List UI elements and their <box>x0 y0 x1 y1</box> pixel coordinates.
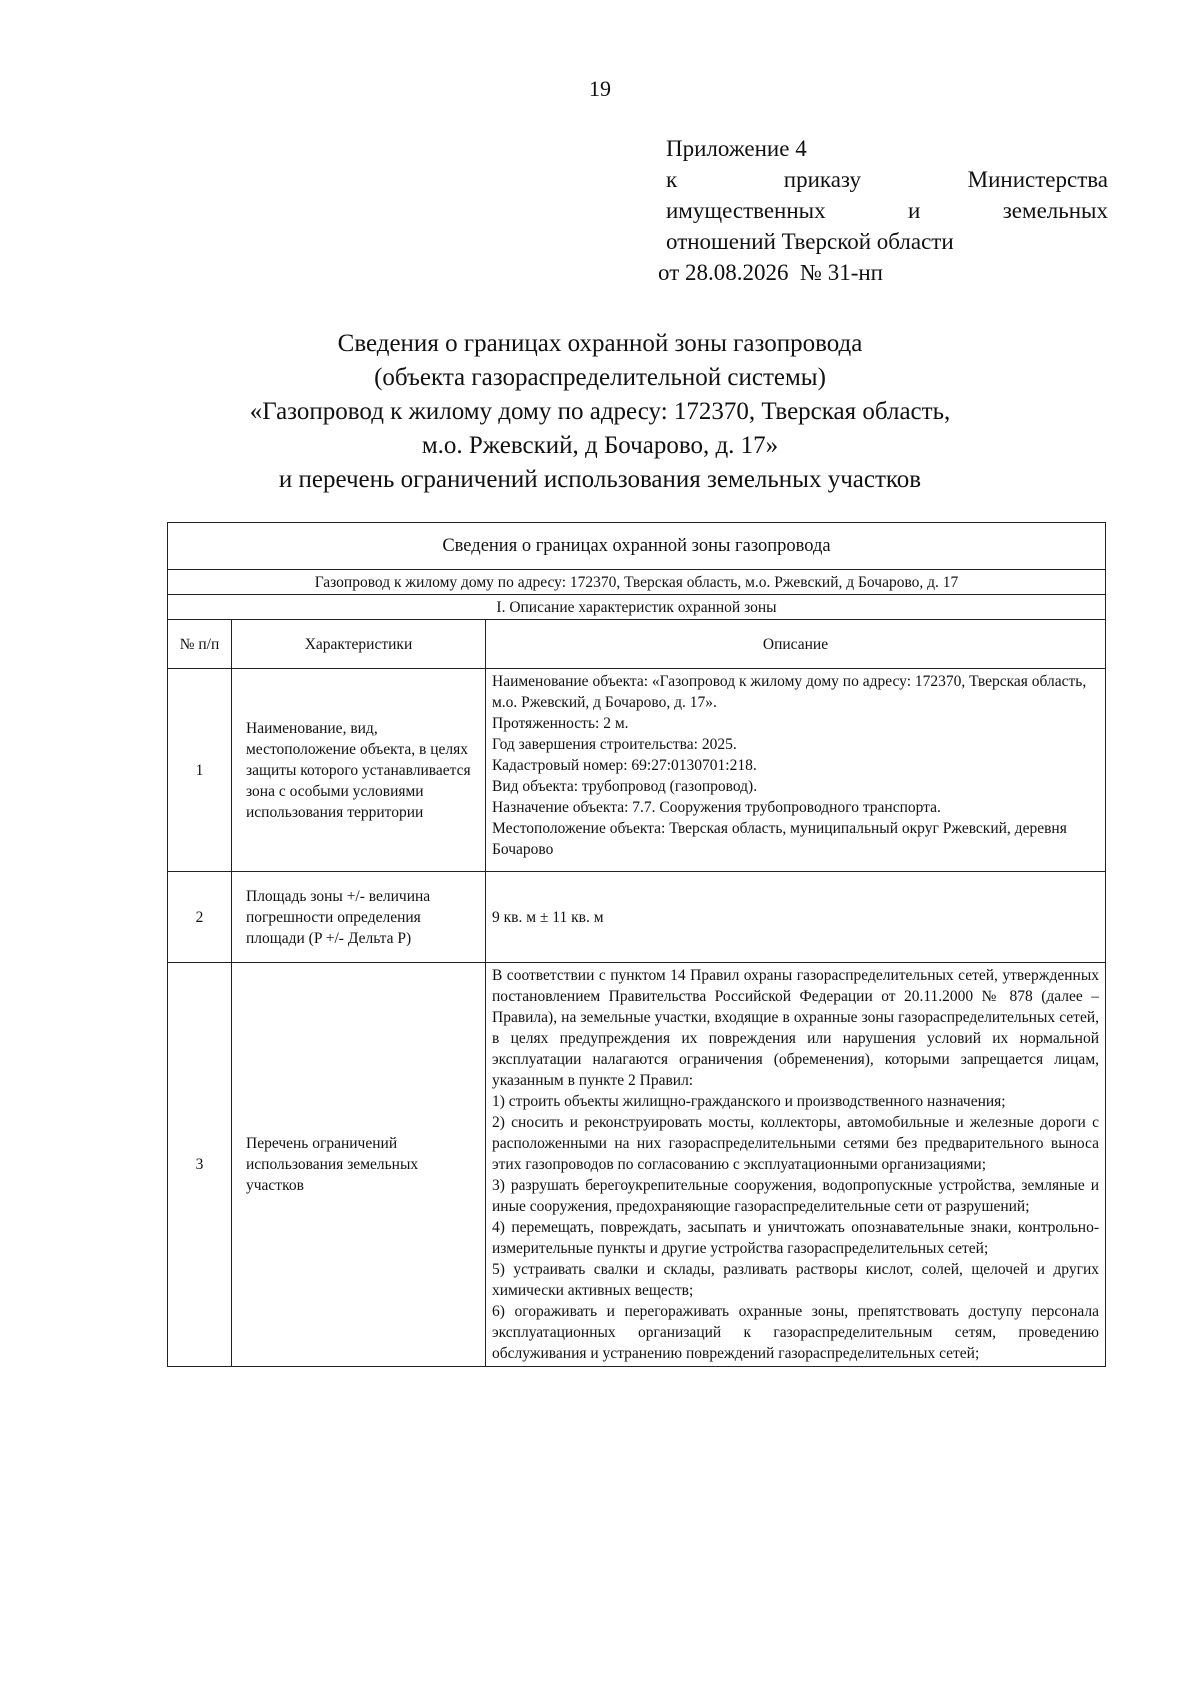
appendix-word: имущественных <box>666 198 826 223</box>
column-header-characteristic: Характеристики <box>232 620 486 669</box>
description-line: Кадастровый номер: 69:27:0130701:218. <box>492 757 757 774</box>
row-number: 3 <box>168 963 232 1367</box>
appendix-block <box>658 133 1109 288</box>
page-number: 19 <box>589 76 611 101</box>
description-line: Местоположение объекта: Тверская область, муниципальный округ Ржевский, деревня Бочарово <box>492 820 1067 858</box>
table-header: Сведения о границах охранной зоны газопровода <box>168 523 1106 570</box>
row-description: 9 кв. м ± 11 кв. м <box>486 872 1106 963</box>
title-line: и перечень ограничений использования земельных участков <box>278 466 922 493</box>
restriction-item: 5) устраивать свалки и склады, разливать растворы кислот, солей, щелочей и других химически активных веществ; <box>492 1261 1099 1299</box>
appendix-line-ministry <box>666 195 1108 226</box>
column-header-description: Описание <box>486 620 1106 669</box>
row-description <box>486 669 1106 872</box>
appendix-word: и <box>908 198 921 223</box>
restriction-item: 6) огораживать и перегораживать охранные зоны, препятствовать доступу персонала эксплуатационных организаций к газораспределительным сетям, проведению обслуживания и устранению повреждений газораспределительных сетей; <box>492 1303 1099 1362</box>
title-line: м.о. Ржевский, д Бочарово, д. 17» <box>421 432 779 459</box>
title-line: «Газопровод к жилому дому по адресу: 172370, Тверская область, <box>249 398 951 425</box>
appendix-word: к <box>666 167 678 192</box>
appendix-word: приказу <box>783 167 862 192</box>
restriction-item: 2) сносить и реконструировать мосты, коллекторы, автомобильные и железные дороги с расположенными на них газораспределительными сетями без предварительного выноса этих газопроводов по согласованию с эксплуатационными организациями; <box>492 1114 1099 1173</box>
description-line: Назначение объекта: 7.7. Сооружения трубопроводного транспорта. <box>492 799 941 816</box>
appendix-line-region: отношений Тверской области <box>666 229 954 254</box>
table-row <box>168 872 1106 963</box>
title-line: Сведения о границах охранной зоны газопровода <box>337 330 863 357</box>
description-line: Вид объекта: трубопровод (газопровод). <box>492 778 758 795</box>
protection-zone-table <box>167 522 1106 1367</box>
table-row <box>168 963 1106 1367</box>
restriction-item: 3) разрушать берегоукрепительные сооружения, водопропускные устройства, земляные и иные сооружения, предохраняющие газораспределительные сети от разрушений; <box>492 1177 1099 1215</box>
table-object-line: Газопровод к жилому дому по адресу: 172370, Тверская область, м.о. Ржевский, д Бочарово, д. 17 <box>168 570 1106 595</box>
column-header-number: № п/п <box>168 620 232 669</box>
row-number: 1 <box>168 669 232 872</box>
description-line: Год завершения строительства: 2025. <box>492 736 737 753</box>
restriction-item: 1) строить объекты жилищно-гражданского и производственного назначения; <box>492 1093 1006 1110</box>
row-characteristic: Наименование, вид, местоположение объекта, в целях защиты которого устанавливается зона с особыми условиями использования территории <box>232 669 486 872</box>
restriction-intro: В соответствии с пунктом 14 Правил охраны газораспределительных сетей, утвержденных постановлением Правительства Российской Федерации от 20.11.2000 № 878 (далее – Правила), на земельные участки, входящие в охранные зоны газораспределительных сетей, в целях предупреждения их повреждения или нарушения условий их нормальной эксплуатации налагаются ограничения (обременения), которыми запрещается лицам, указанным в пункте 2 Правил: <box>492 967 1099 1089</box>
description-line: Наименование объекта: «Газопровод к жилому дому по адресу: 172370, Тверская область, м.о. Ржевский, д Бочарово, д. 17». <box>492 673 1087 711</box>
row-characteristic: Перечень ограничений использования земельных участков <box>232 963 486 1367</box>
row-description <box>486 963 1106 1367</box>
row-characteristic: Площадь зоны +/- величина погрешности определения площади (P +/- Дельта P) <box>232 872 486 963</box>
row-number: 2 <box>168 872 232 963</box>
restriction-item: 4) перемещать, повреждать, засыпать и уничтожать опознавательные знаки, контрольно-измерительные пункты и другие устройства газораспределительных сетей; <box>492 1219 1099 1257</box>
table-row <box>168 669 1106 872</box>
table-section-title: I. Описание характеристик охранной зоны <box>168 595 1106 620</box>
appendix-line-date: от 28.08.2026 № 31-нп <box>658 260 883 285</box>
title-line: (объекта газораспределительной системы) <box>374 364 826 391</box>
description-line: Протяженность: 2 м. <box>492 715 629 732</box>
appendix-word: земельных <box>1002 198 1109 223</box>
appendix-line-order <box>666 164 1108 195</box>
appendix-word: Министерства <box>967 167 1109 192</box>
appendix-title: Приложение 4 <box>666 136 807 161</box>
document-title <box>0 327 1200 497</box>
